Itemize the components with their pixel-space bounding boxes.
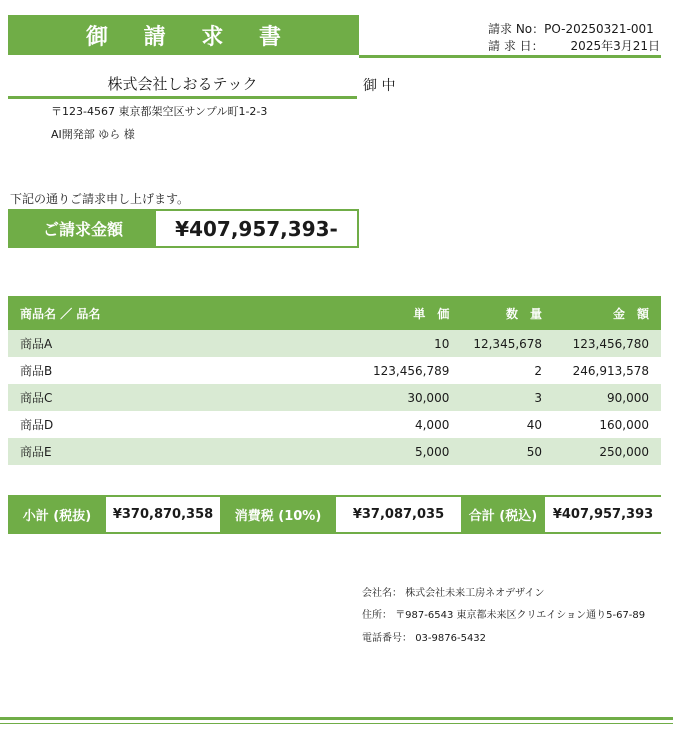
invoice-date — [488, 37, 660, 54]
item-amount: 123,456,780 — [554, 330, 661, 357]
invoice-number-label: 請求 No： — [488, 22, 545, 36]
items-table — [8, 296, 661, 465]
footer-divider — [0, 717, 673, 720]
invoice-date-label: 請 求 日： — [488, 39, 544, 53]
subtotal-label: 小計 (税抜) — [8, 497, 106, 532]
item-name: 商品C — [8, 384, 273, 411]
client-address: 〒123-4567 東京都架空区サンプル町1-2-3 — [51, 105, 268, 118]
billing-amount-box — [8, 209, 359, 248]
total-label: 合計 (税込) — [461, 497, 545, 532]
issuer-address — [362, 606, 645, 621]
item-price: 30,000 — [273, 384, 461, 411]
billing-amount-label: ご請求金額 — [10, 211, 156, 246]
client-name: 株式会社しおるテック — [107, 75, 258, 93]
subtotal-value: ¥370,870,358 — [106, 497, 220, 532]
item-price: 10 — [273, 330, 461, 357]
total-value: ¥407,957,393 — [545, 497, 661, 532]
item-price: 123,456,789 — [373, 363, 450, 378]
issuer-company-label: 会社名： — [362, 588, 402, 599]
table-row — [8, 438, 661, 465]
document-title: 御 請 求 書 — [8, 15, 359, 55]
item-qty: 2 — [534, 363, 543, 378]
issuer-company-name: 株式会社未来工房ネオデザイン — [405, 588, 545, 599]
issuer-phone-value: 03-9876-5432 — [415, 633, 487, 644]
issuer-phone-label: 電話番号： — [362, 633, 412, 644]
invoice-date-value: 2025年3月21日 — [570, 39, 660, 53]
item-amount: 246,913,578 — [572, 363, 649, 378]
item-qty: 50 — [461, 438, 554, 465]
client-contact: AI開発部 ゆら 様 — [51, 128, 135, 141]
invoice-number-value: PO-20250321-001 — [544, 22, 654, 36]
table-row — [8, 384, 661, 411]
footer-divider-thin — [0, 723, 673, 724]
totals-bar — [8, 495, 661, 534]
item-amount: 160,000 — [599, 417, 649, 432]
tax-value: ¥37,087,035 — [336, 497, 461, 532]
issuer-phone — [362, 629, 486, 644]
header-item-name: 商品名 ／ 品名 — [8, 296, 273, 330]
header-unit-price: 単 価 — [273, 296, 461, 330]
item-qty: 3 — [461, 384, 554, 411]
item-qty: 12,345,678 — [461, 330, 554, 357]
item-name: 商品E — [8, 438, 273, 465]
intro-text: 下記の通りご請求申し上げます。 — [10, 192, 190, 206]
issuer-address-value: 〒987-6543 東京都未来区クリエイション通り5-67-89 — [395, 610, 646, 621]
item-qty: 40 — [526, 417, 543, 432]
item-amount: 90,000 — [554, 384, 661, 411]
header-amount: 金 額 — [554, 296, 661, 330]
item-name: 商品A — [8, 330, 273, 357]
item-price: 4,000 — [414, 417, 450, 432]
table-row — [8, 330, 661, 357]
item-price: 5,000 — [273, 438, 461, 465]
item-name: 商品D — [20, 418, 54, 432]
client-honorific: 御 中 — [363, 78, 396, 94]
table-header-row — [8, 296, 661, 330]
invoice-number — [488, 20, 654, 37]
header-quantity: 数 量 — [461, 296, 554, 330]
table-row — [8, 411, 661, 438]
tax-label: 消費税 (10%) — [220, 497, 336, 532]
item-amount: 250,000 — [554, 438, 661, 465]
issuer-company — [362, 584, 545, 599]
billing-amount-value: ¥407,957,393- — [175, 216, 338, 241]
item-name: 商品B — [20, 364, 53, 378]
client-underline — [8, 96, 357, 99]
header-divider — [359, 55, 661, 58]
table-row — [8, 357, 661, 384]
issuer-address-label: 住所： — [362, 610, 392, 621]
